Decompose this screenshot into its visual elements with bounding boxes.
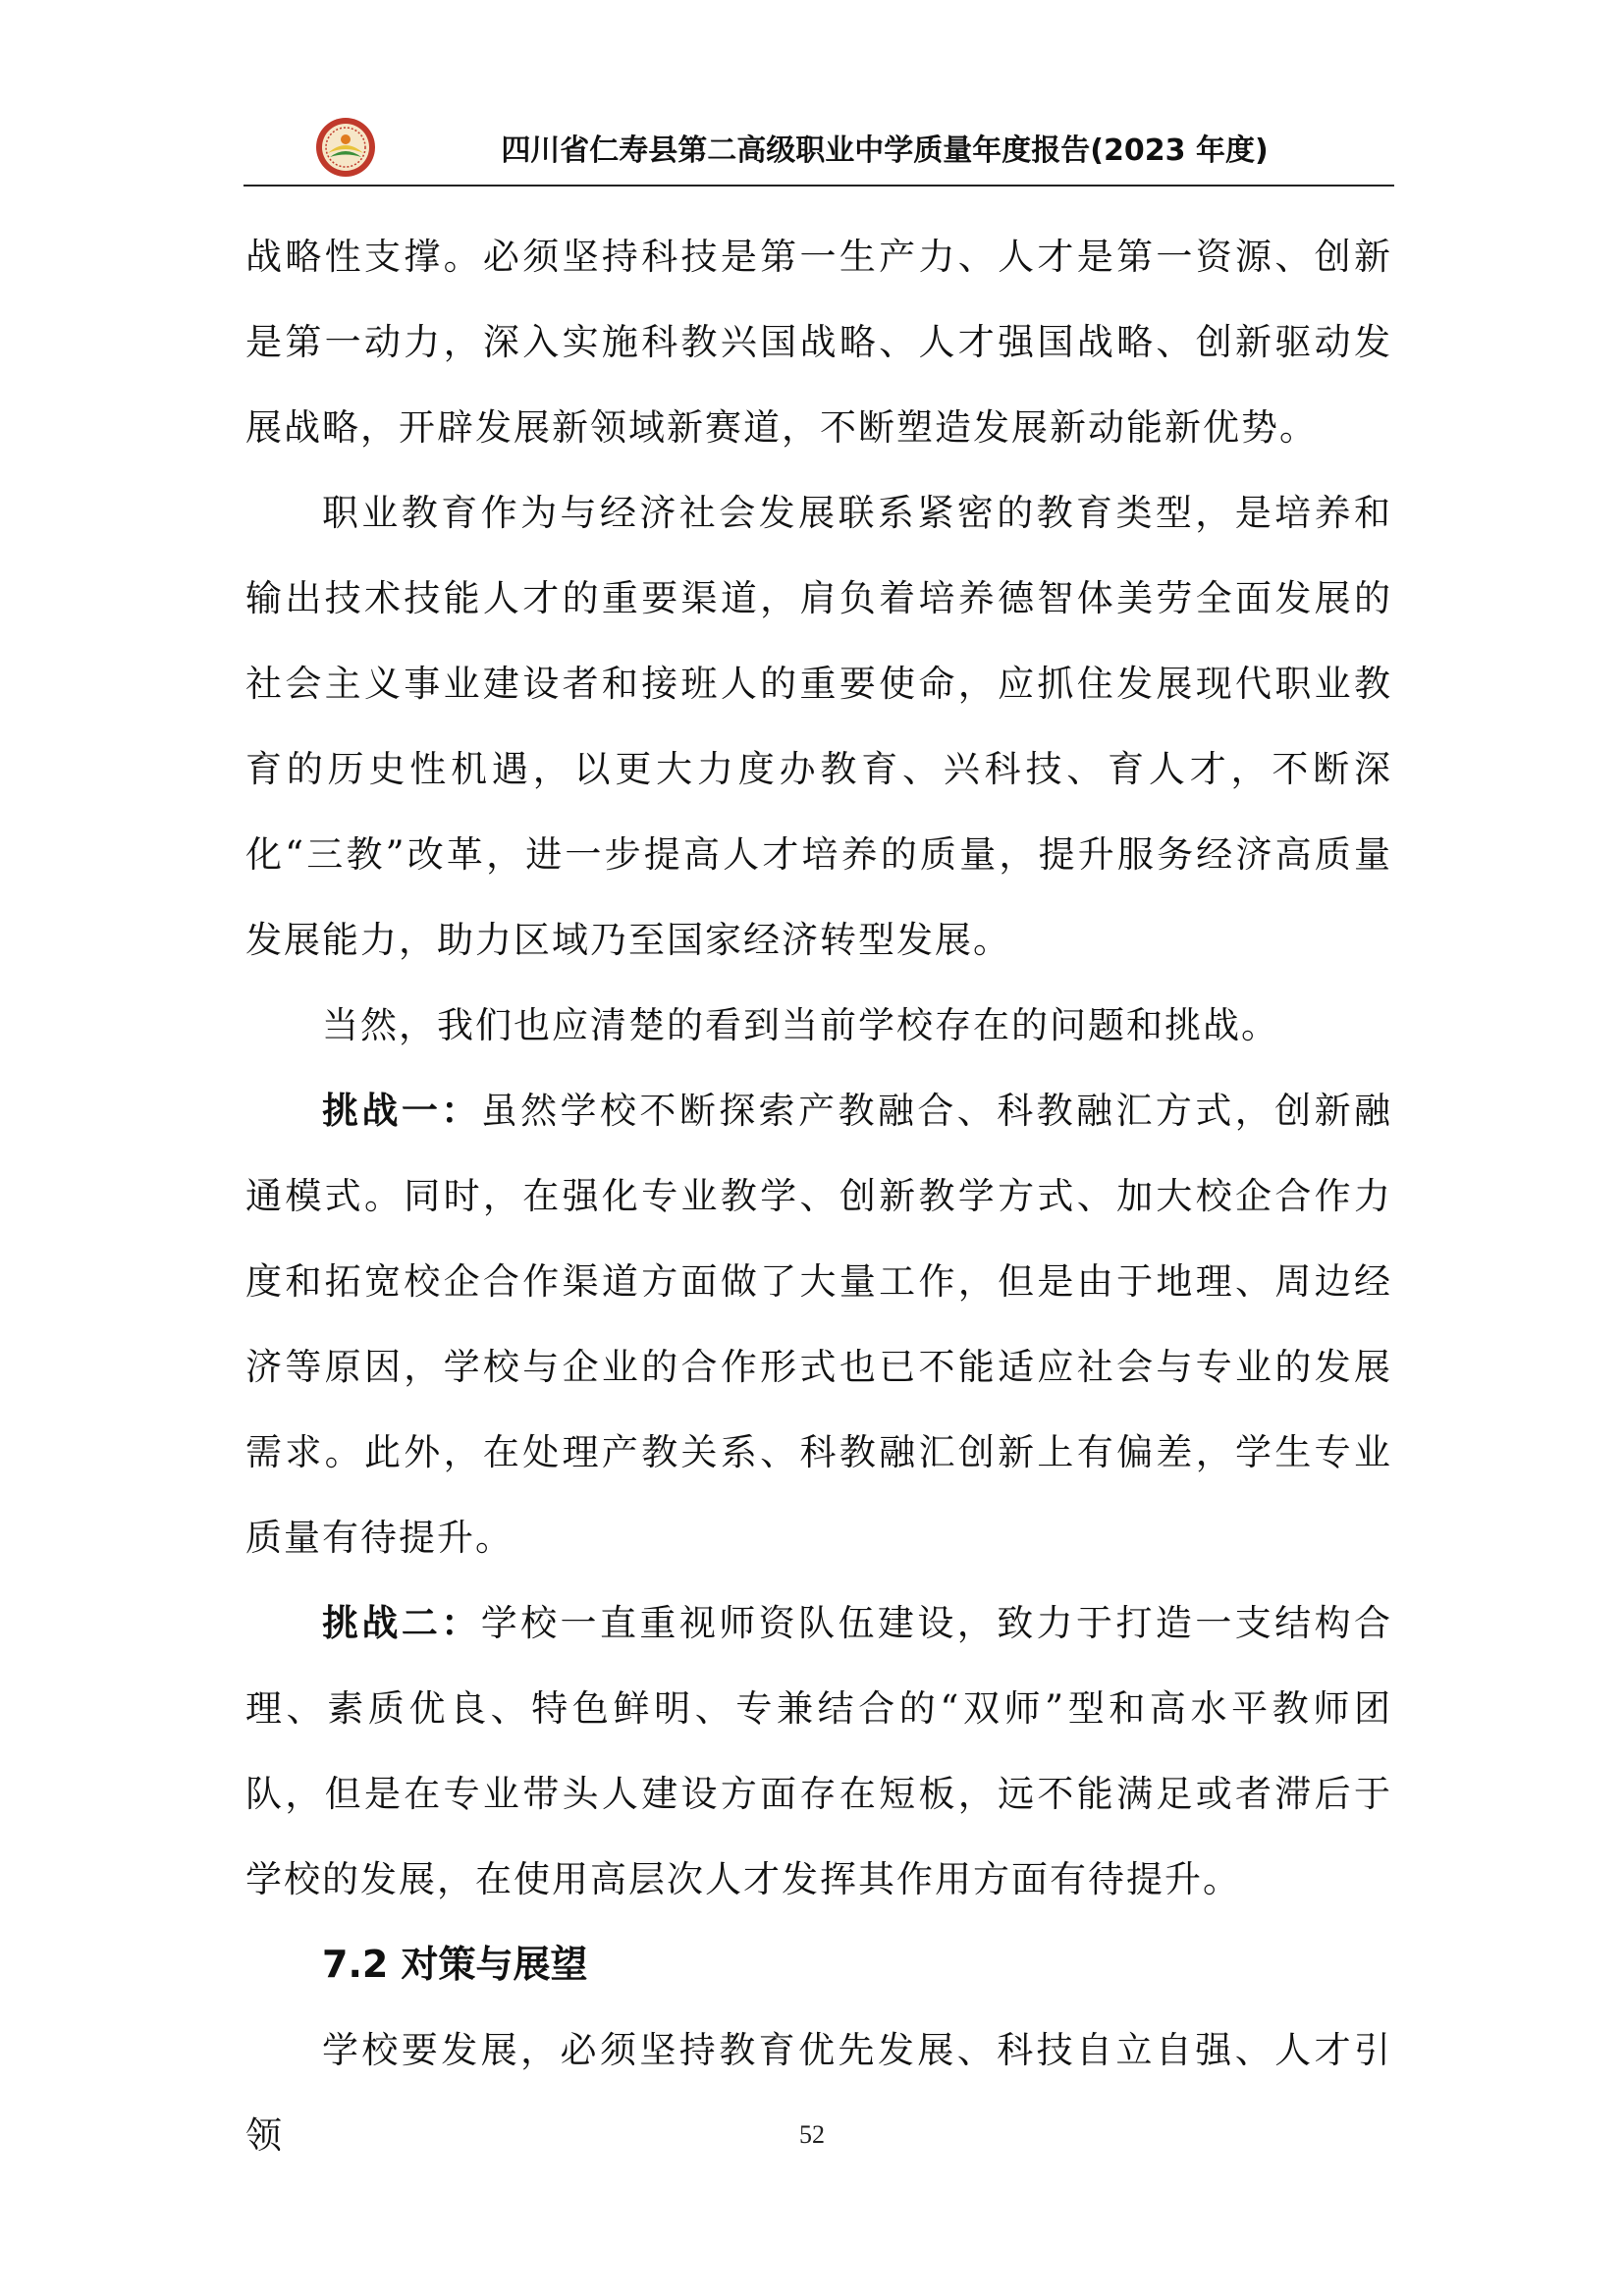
section-heading: 7.2 对策与展望 [322, 1943, 588, 1986]
paragraph-challenge-two [245, 1580, 1392, 1922]
page-number: 52 [799, 2120, 825, 2149]
paragraph-text: 当然，我们也应清楚的看到当前学校存在的问题和挑战。 [322, 1004, 1279, 1046]
challenge-one-label: 挑战一： [322, 1090, 481, 1132]
school-emblem-logo [314, 116, 377, 179]
paragraph-problems-intro [245, 983, 1392, 1068]
document-body [245, 214, 1392, 2178]
paragraph-text: 战略性支撑。必须坚持科技是第一生产力、人才是第一资源、创新是第一动力，深入实施科教兴国战略、人才强国战略、创新驱动发展战略，开辟发展新领域新赛道，不断塑造发展新动能新优势。 [245, 236, 1392, 449]
header-divider [244, 185, 1394, 187]
paragraph-continuation [245, 214, 1392, 470]
paragraph-vocational-education [245, 470, 1392, 983]
paragraph-text: 学校要发展，必须坚持教育优先发展、科技自立自强、人才引领 [245, 2029, 1392, 2157]
challenge-two-label: 挑战二： [322, 1602, 481, 1644]
paragraph-challenge-one [245, 1068, 1392, 1580]
page-header [244, 116, 1394, 185]
paragraph-section-start [245, 2007, 1392, 2178]
paragraph-text: 学校一直重视师资队伍建设，致力于打造一支结构合理、素质优良、特色鲜明、专兼结合的“双师”型和高水平教师团队，但是在专业带头人建设方面存在短板，远不能满足或者滞后于学校的发展，在使用高层次人才发挥其作用方面有待提升。 [245, 1602, 1393, 1900]
report-header-title: 四川省仁寿县第二高级职业中学质量年度报告(2023 年度) [501, 133, 1269, 168]
paragraph-text: 虽然学校不断探索产教融合、科教融汇方式，创新融通模式。同时，在强化专业教学、创新教学方式、加大校企合作力度和拓宽校企合作渠道方面做了大量工作，但是由于地理、周边经济等原因，学校与企业的合作形式也已不能适应社会与专业的发展需求。此外，在处理产教关系、科教融汇创新上有偏差，学生专业质量有待提升。 [245, 1090, 1393, 1559]
paragraph-text: 职业教育作为与经济社会发展联系紧密的教育类型，是培养和输出技术技能人才的重要渠道，肩负着培养德智体美劳全面发展的社会主义事业建设者和接班人的重要使命，应抓住发展现代职业教育的历史性机遇，以更大力度办教育、兴科技、育人才，不断深化“三教”改革，进一步提高人才培养的质量，提升服务经济高质量发展能力，助力区域乃至国家经济转型发展。 [245, 492, 1392, 961]
